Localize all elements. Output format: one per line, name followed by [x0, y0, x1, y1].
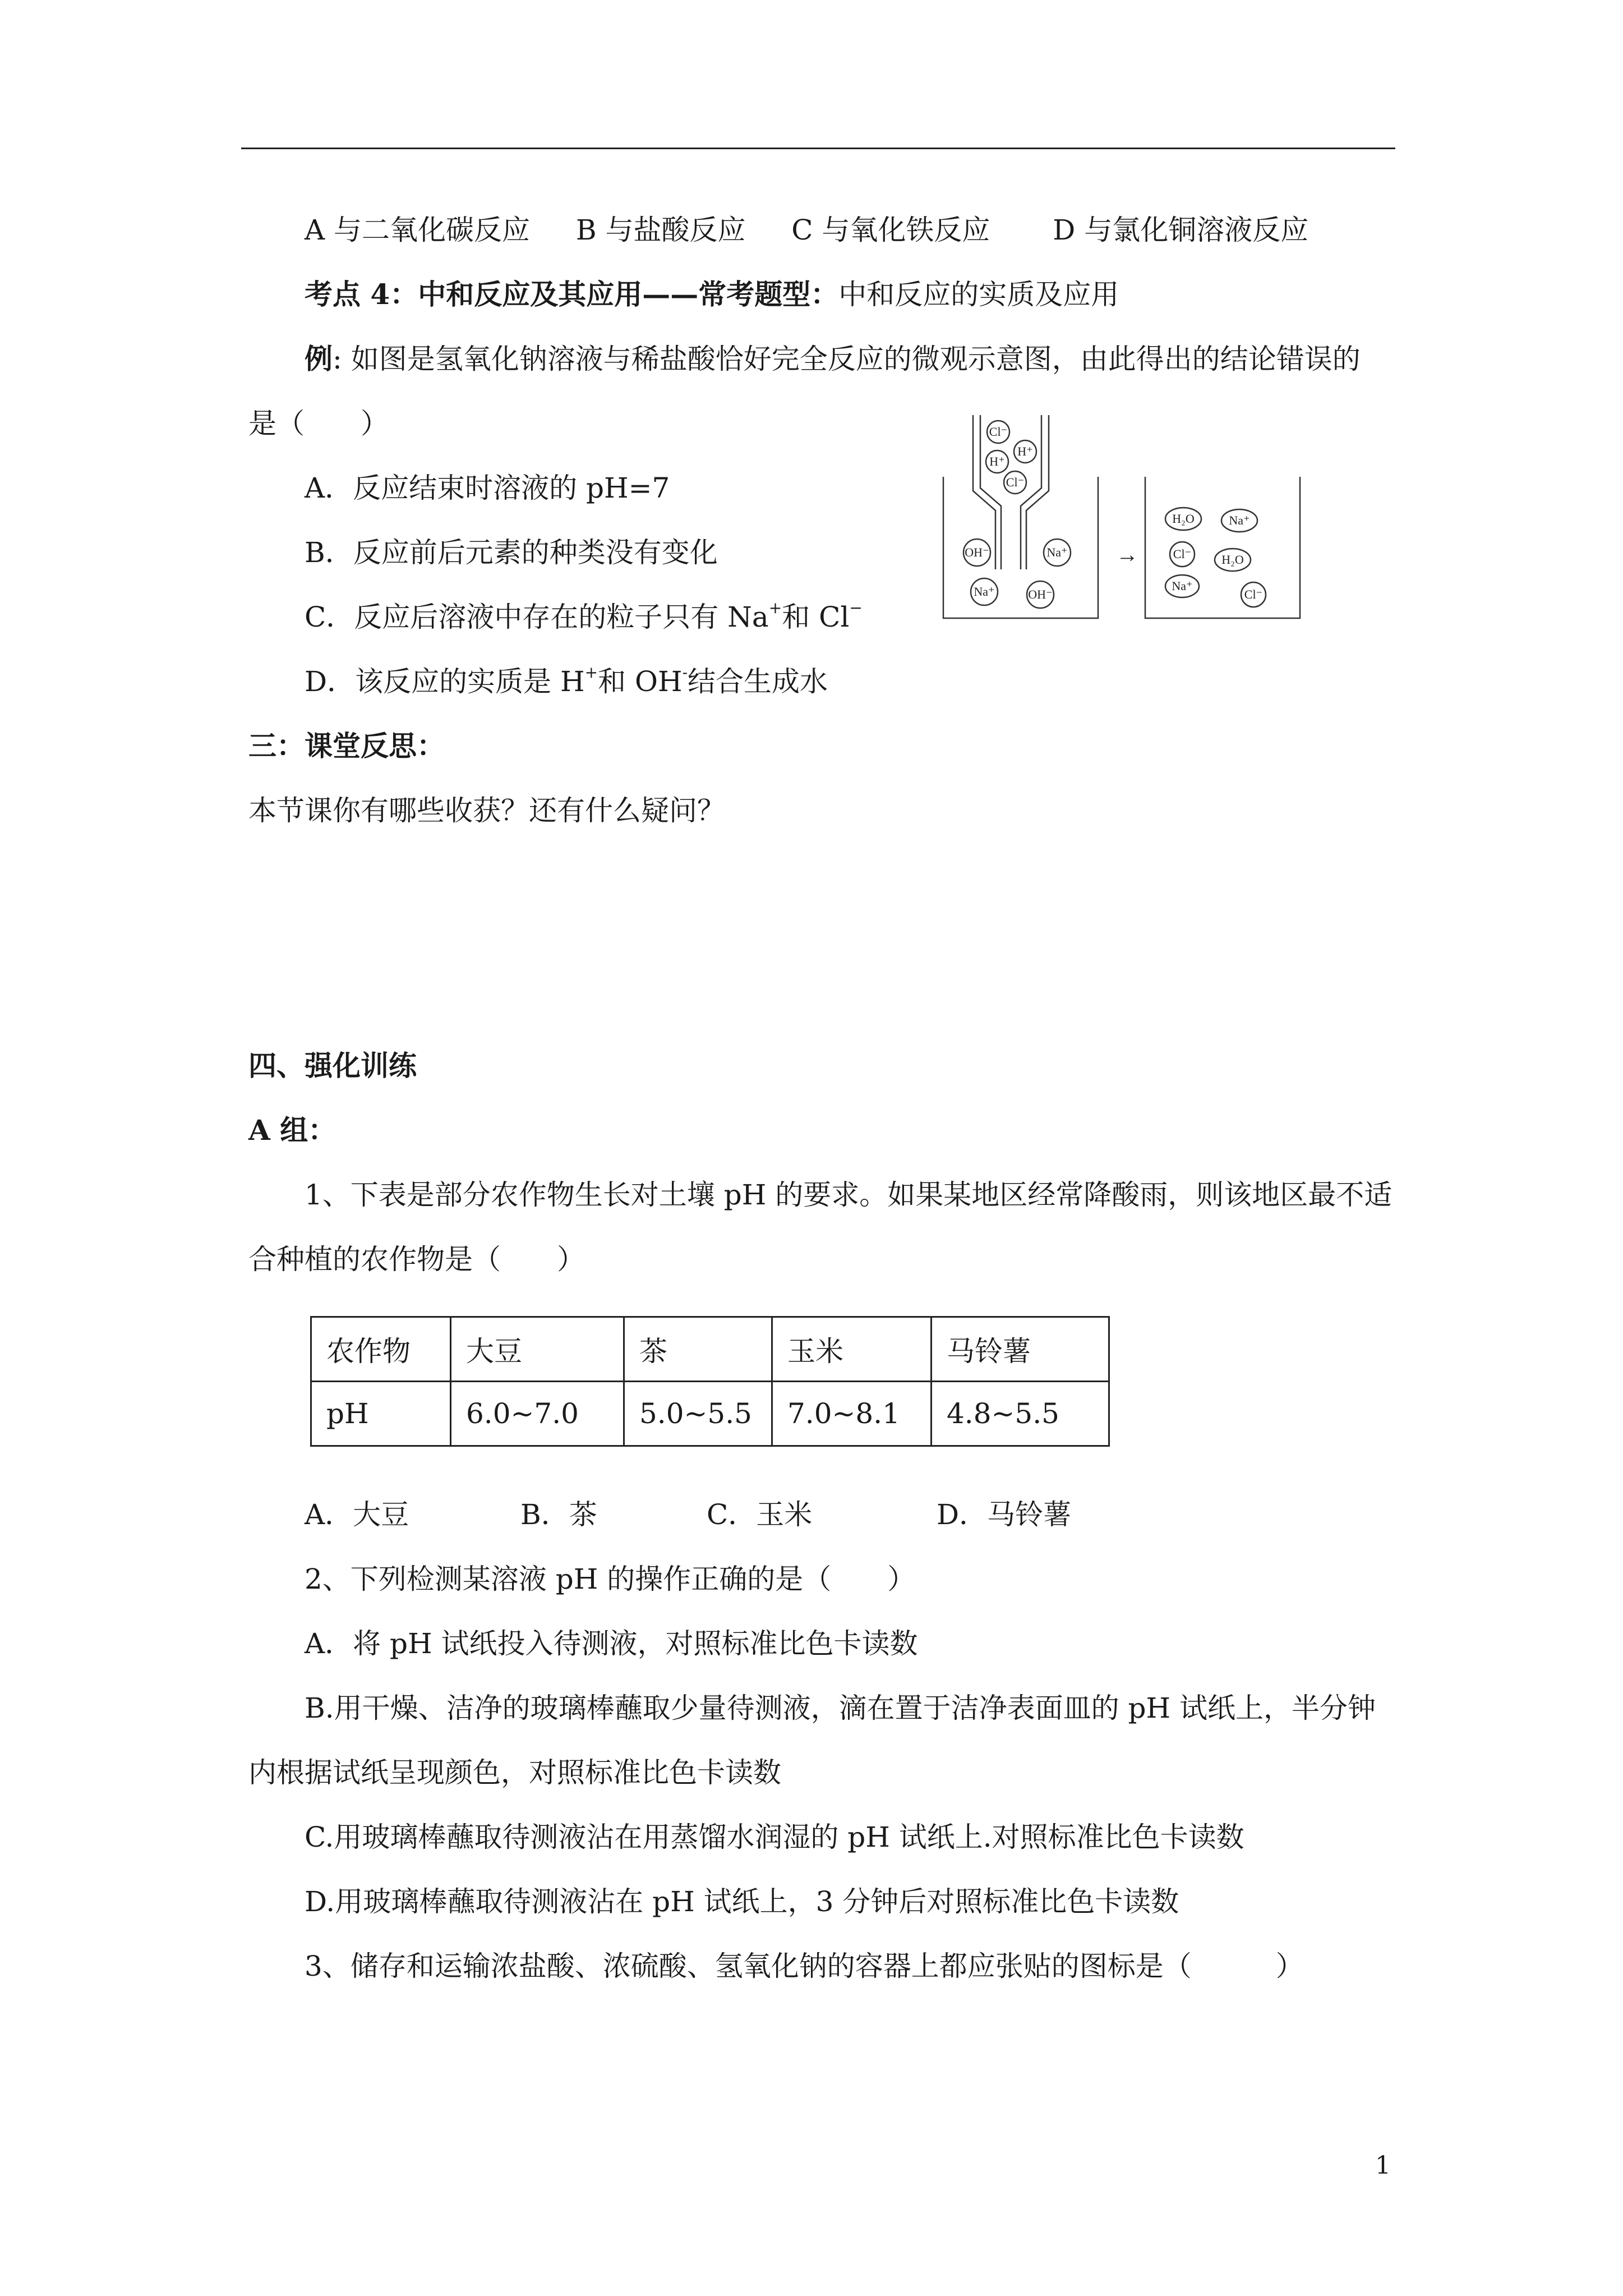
example-option-d: [305, 665, 828, 698]
neutralization-diagram: [942, 409, 1301, 623]
q1-option-a: A．大豆: [305, 1498, 409, 1531]
q1-option-d: D．马铃薯: [937, 1498, 1072, 1531]
topic4-heading: [305, 278, 1119, 311]
crop-ph-table: [310, 1316, 1110, 1447]
option-d: D 与氯化铜溶液反应: [1053, 214, 1309, 246]
q1-stem-line1: 1、下表是部分农作物生长对土壤 pH 的要求。如果某地区经常降酸雨，则该地区最不适: [305, 1179, 1393, 1211]
option-d-sup1: +: [584, 663, 598, 682]
q1-option-b: B．茶: [520, 1498, 597, 1531]
ion-na: Na⁺: [1172, 579, 1193, 593]
q2-option-c: C.用玻璃棒蘸取待测液沾在用蒸馏水润湿的 pH 试纸上.对照标准比色卡读数: [305, 1821, 1244, 1853]
q2-option-a: A．将 pH 试纸投入待测液，对照标准比色卡读数: [305, 1627, 918, 1660]
example-option-b: B．反应前后元素的种类没有变化: [305, 536, 718, 569]
ion-cl: Cl⁻: [1244, 587, 1263, 601]
page-number: 1: [1375, 2151, 1391, 2180]
example-stem-line2: 是（ ）: [248, 407, 389, 440]
q2-stem: 2、下列检测某溶液 pH 的操作正确的是（ ）: [305, 1563, 916, 1595]
option-c-mid: 和 Cl: [782, 601, 850, 633]
ion-na: Na⁺: [974, 585, 995, 599]
ion-cl: Cl⁻: [989, 425, 1008, 439]
ion-cl: Cl⁻: [1173, 547, 1192, 561]
table-cell: 6.0~7.0: [451, 1382, 624, 1446]
example-option-c: [305, 600, 863, 634]
molecule-water: H₂O: [1221, 553, 1244, 567]
option-b: B 与盐酸反应: [575, 214, 746, 246]
topic4-label: 考点 4：中和反应及其应用——常考题型：: [305, 278, 839, 311]
example-label: 例: [305, 342, 333, 375]
option-c-sup2: −: [849, 599, 863, 618]
table-cell: 大豆: [451, 1317, 624, 1382]
molecule-water: H₂O: [1172, 512, 1195, 526]
ion-h: H⁺: [989, 454, 1005, 468]
ion-na: Na⁺: [1229, 513, 1250, 527]
table-cell: 茶: [624, 1317, 772, 1382]
q1-stem-line2: 合种植的农作物是（ ）: [248, 1243, 585, 1276]
reaction-arrow: →: [1116, 542, 1138, 567]
table-header-row: [311, 1317, 1109, 1382]
header-rule: [241, 148, 1395, 149]
option-c: C 与氧化铁反应: [791, 214, 990, 246]
section3-title: 三：课堂反思：: [248, 729, 445, 762]
ion-cl: Cl⁻: [1006, 475, 1025, 489]
option-a: A 与二氧化碳反应: [305, 214, 531, 246]
table-cell: 马铃薯: [932, 1317, 1109, 1382]
option-c-text: C．反应后溶液中存在的粒子只有 Na: [305, 601, 769, 633]
table-cell: 玉米: [772, 1317, 932, 1382]
table-cell: 7.0~8.1: [772, 1382, 932, 1446]
section4-title: 四、强化训练: [248, 1049, 417, 1082]
table-cell: pH: [311, 1382, 451, 1446]
option-d-text: D．该反应的实质是 H: [305, 665, 585, 698]
table-cell: 5.0~5.5: [624, 1382, 772, 1446]
table-row: [311, 1382, 1109, 1446]
topic4-rest: 中和反应的实质及应用: [838, 278, 1119, 311]
right-ions: [1165, 508, 1266, 607]
prev-question-options: [305, 213, 1308, 247]
q1-option-c: C．玉米: [707, 1498, 813, 1531]
table-cell: 农作物: [311, 1317, 451, 1382]
ion-oh: OH⁻: [1028, 587, 1053, 601]
q3-stem: 3、储存和运输浓盐酸、浓硫酸、氢氧化钠的容器上都应张贴的图标是（ ）: [305, 1950, 1304, 1982]
option-d-sup2: -: [682, 663, 688, 682]
example-option-a: A．反应结束时溶液的 pH=7: [305, 472, 670, 504]
q2-option-b-line2: 内根据试纸呈现颜色，对照标准比色卡读数: [248, 1756, 781, 1789]
example-text: : 如图是氢氧化钠溶液与稀盐酸恰好完全反应的微观示意图，由此得出的结论错误的: [333, 343, 1361, 375]
left-top-ions: [986, 421, 1036, 494]
right-beaker: [1145, 477, 1300, 618]
ion-na: Na⁺: [1046, 545, 1068, 559]
example-stem-line1: [305, 342, 1361, 376]
ion-oh: OH⁻: [965, 545, 989, 559]
option-c-sup1: +: [768, 599, 782, 618]
left-bottom-ions: [963, 539, 1071, 608]
ion-h: H⁺: [1017, 444, 1033, 458]
q2-option-b-line1: B.用干燥、洁净的玻璃棒蘸取少量待测液，滴在置于洁净表面皿的 pH 试纸上，半分钟: [305, 1692, 1376, 1724]
option-d-mid: 和 OH: [598, 665, 683, 698]
q2-option-d: D.用玻璃棒蘸取待测液沾在 pH 试纸上，3 分钟后对照标准比色卡读数: [305, 1885, 1179, 1918]
group-a-label: A 组：: [248, 1114, 336, 1147]
section3-prompt: 本节课你有哪些收获？还有什么疑问？: [248, 794, 725, 827]
option-d-post: 结合生成水: [688, 665, 828, 698]
table-cell: 4.8~5.5: [932, 1382, 1109, 1446]
